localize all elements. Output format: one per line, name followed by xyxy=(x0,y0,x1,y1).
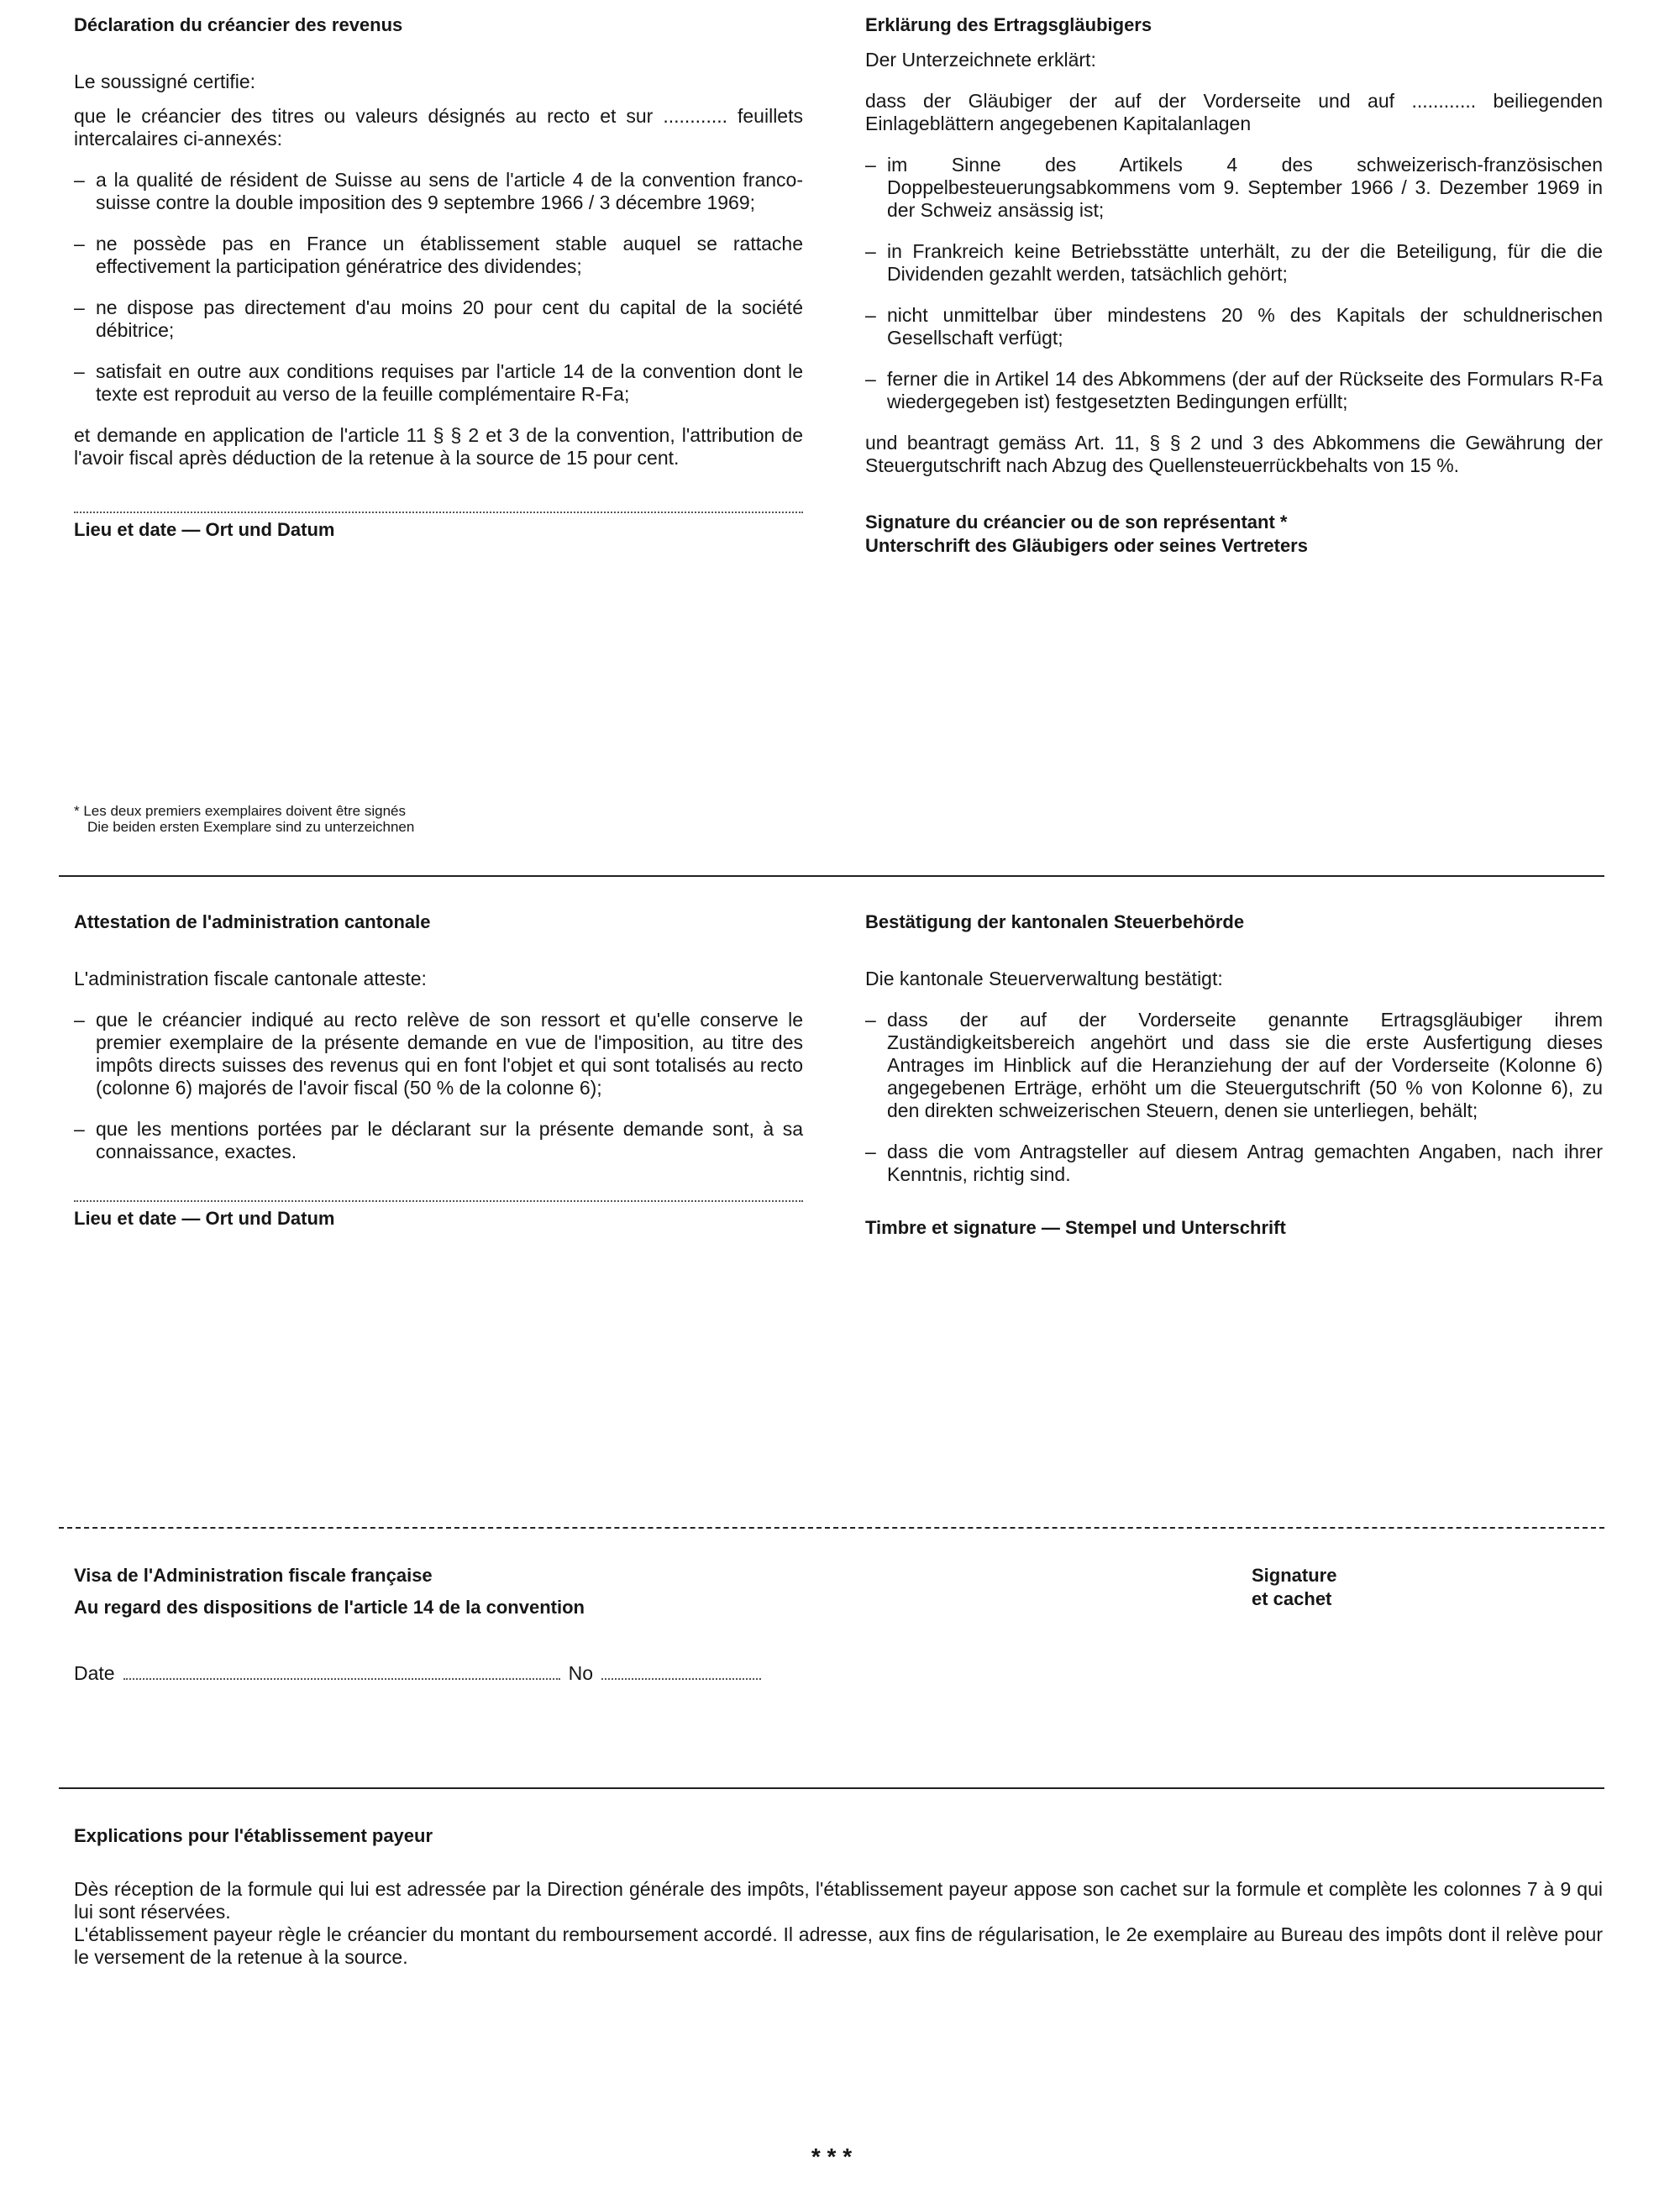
visa-date-field[interactable] xyxy=(123,1678,560,1680)
cantonal-attestation-fr-heading: Attestation de l'administration cantonale xyxy=(74,911,431,932)
place-date-label-1: Lieu et date — Ort und Datum xyxy=(74,519,335,540)
paying-agent-para-2: L'établissement payeur règle le créancier du montant du remboursement accordé. Il adresse, aux fins de régularisation, le 2e exemplaire au Bureau des impôts dont il relève pour le versement de la retenue à la source. xyxy=(74,1923,1603,1968)
creditor-declaration-fr-item: – a la qualité de résident de Suisse au sens de l'article 4 de la convention franco-suisse contre la double imposition des 9 septembre 1966 / 3 décembre 1969; xyxy=(74,169,803,213)
paying-agent-para-1: Dès réception de la formule qui lui est adressée par la Direction générale des impôts, l'établissement payeur appose son cachet sur la formule et complète les colonnes 7 à 9 qui lui sont réservées. xyxy=(74,1878,1603,1923)
visa-number-label: No xyxy=(568,1662,593,1684)
french-visa-subheading: Au regard des dispositions de l'article 14 de la convention xyxy=(74,1597,585,1618)
creditor-declaration-de-intro: Der Unterzeichnete erklärt: xyxy=(865,49,1096,71)
creditor-declaration-fr-item: – ne possède pas en France un établissement stable auquel se rattache effectivement la participation génératrice des dividendes; xyxy=(74,233,803,277)
footnote xyxy=(74,803,662,835)
paying-agent-explanations xyxy=(74,1824,1603,1969)
visa-date-number-row xyxy=(74,1661,830,1685)
page-end-mark: * * * xyxy=(811,2143,853,2170)
visa-signature-block xyxy=(1252,1564,1420,1611)
creditor-declaration-fr-intro: Le soussigné certifie: xyxy=(74,71,256,92)
cantonal-attestation-fr xyxy=(74,910,803,1230)
creditor-declaration-fr-closing: et demande en application de l'article 11 § § 2 et 3 de la convention, l'attribution de l'avoir fiscal après déduction de la retenue à la source de 15 pour cent. xyxy=(74,424,803,469)
creditor-declaration-fr-item: – ne dispose pas directement d'au moins 20 pour cent du capital de la société débitrice; xyxy=(74,296,803,341)
creditor-declaration-de-closing: und beantragt gemäss Art. 11, § § 2 und 3 des Abkommens die Gewährung der Steuergutschrift nach Abzug des Quellensteuerrückbehalts von 15 %. xyxy=(865,432,1603,476)
cantonal-attestation-de-item: – dass die vom Antragsteller auf diesem Antrag gemachten Angaben, nach ihrer Kenntnis, richtig sind. xyxy=(865,1141,1603,1185)
place-date-label-2: Lieu et date — Ort und Datum xyxy=(74,1208,335,1229)
section-divider xyxy=(59,1787,1604,1789)
section-divider xyxy=(59,1527,1604,1529)
creditor-declaration-fr-heading: Déclaration du créancier des revenus xyxy=(74,14,403,35)
visa-cachet-label: et cachet xyxy=(1252,1588,1332,1609)
creditor-declaration-de-item: – im Sinne des Artikels 4 des schweizerisch-französischen Doppelbesteuerungsabkommens vom 9. September 1966 / 3. Dezember 1969 in der Schweiz ansässig ist; xyxy=(865,154,1603,221)
creditor-declaration-fr-lead: que le créancier des titres ou valeurs désignés au recto et sur ............ feuillets intercalaires ci-annexés: xyxy=(74,105,803,150)
creditor-declaration-de-item: – ferner die in Artikel 14 des Abkommens (der auf der Rückseite des Formulars R-Fa wiedergegeben ist) festgesetzten Bedingungen erfüllt; xyxy=(865,368,1603,412)
french-visa-heading: Visa de l'Administration fiscale française xyxy=(74,1565,433,1586)
cantonal-attestation-de-intro: Die kantonale Steuerverwaltung bestätigt: xyxy=(865,968,1223,989)
footnote-fr: * Les deux premiers exemplaires doivent être signés xyxy=(74,803,406,819)
creditor-declaration-de-lead: dass der Gläubiger der auf der Vorderseite und auf ............ beiliegenden Einlageblättern angegebenen Kapitalanlagen xyxy=(865,90,1603,134)
signature-label-de: Unterschrift des Gläubigers oder seines Vertreters xyxy=(865,535,1308,556)
creditor-declaration-fr-item: – satisfait en outre aux conditions requises par l'article 14 de la convention dont le texte est reproduit au verso de la feuille complémentaire R-Fa; xyxy=(74,360,803,405)
footnote-de: Die beiden ersten Exemplare sind zu unterzeichnen xyxy=(87,819,415,835)
stamp-signature-label: Timbre et signature — Stempel und Unterschrift xyxy=(865,1217,1286,1238)
creditor-declaration-de-item: – nicht unmittelbar über mindestens 20 % des Kapitals der schuldnerischen Gesellschaft verfügt; xyxy=(865,304,1603,349)
cantonal-attestation-de-heading: Bestätigung der kantonalen Steuerbehörde xyxy=(865,911,1245,932)
cantonal-attestation-de xyxy=(865,910,1603,1240)
section-divider xyxy=(59,875,1604,877)
cantonal-attestation-fr-intro: L'administration fiscale cantonale atteste: xyxy=(74,968,427,989)
cantonal-attestation-fr-item: – que le créancier indiqué au recto relève de son ressort et qu'elle conserve le premier exemplaire de la présente demande en vue de l'imposition, au titre des impôts directs suisses des revenus qui en font l'objet et qui sont totalisés au recto (colonne 6) majorés de l'avoir fiscal (50 % de la colonne 6); xyxy=(74,1009,803,1099)
cantonal-attestation-fr-item: – que les mentions portées par le déclarant sur la présente demande sont, à sa connaissance, exactes. xyxy=(74,1118,803,1162)
creditor-declaration-de-item: – in Frankreich keine Betriebsstätte unterhält, zu der die Beteiligung, für die die Dividenden gezahlt werden, tatsächlich gehört; xyxy=(865,240,1603,285)
visa-number-field[interactable] xyxy=(601,1678,761,1680)
french-visa xyxy=(74,1564,830,1685)
signature-label-fr: Signature du créancier ou de son représentant * xyxy=(865,512,1288,533)
visa-signature-label: Signature xyxy=(1252,1565,1337,1586)
creditor-declaration-de-heading: Erklärung des Ertragsgläubigers xyxy=(865,14,1152,35)
visa-date-label: Date xyxy=(74,1662,115,1684)
paying-agent-heading: Explications pour l'établissement payeur xyxy=(74,1825,433,1846)
cantonal-attestation-de-item: – dass der auf der Vorderseite genannte Ertragsgläubiger ihrem Zuständigkeitsbereich angehört und dass sie die erste Ausfertigung dieses Antrages im Hinblick auf die Heranziehung der auf der Vorderseite (Kolonne 6) angegebenen Erträge, erhöht um die Steuergutschrift (50 % von Kolonne 6), zu den direkten schweizerischen Steuern, denen sie unterliegen, behält; xyxy=(865,1009,1603,1121)
creditor-declaration-de xyxy=(865,13,1603,558)
creditor-declaration-fr xyxy=(74,13,803,542)
